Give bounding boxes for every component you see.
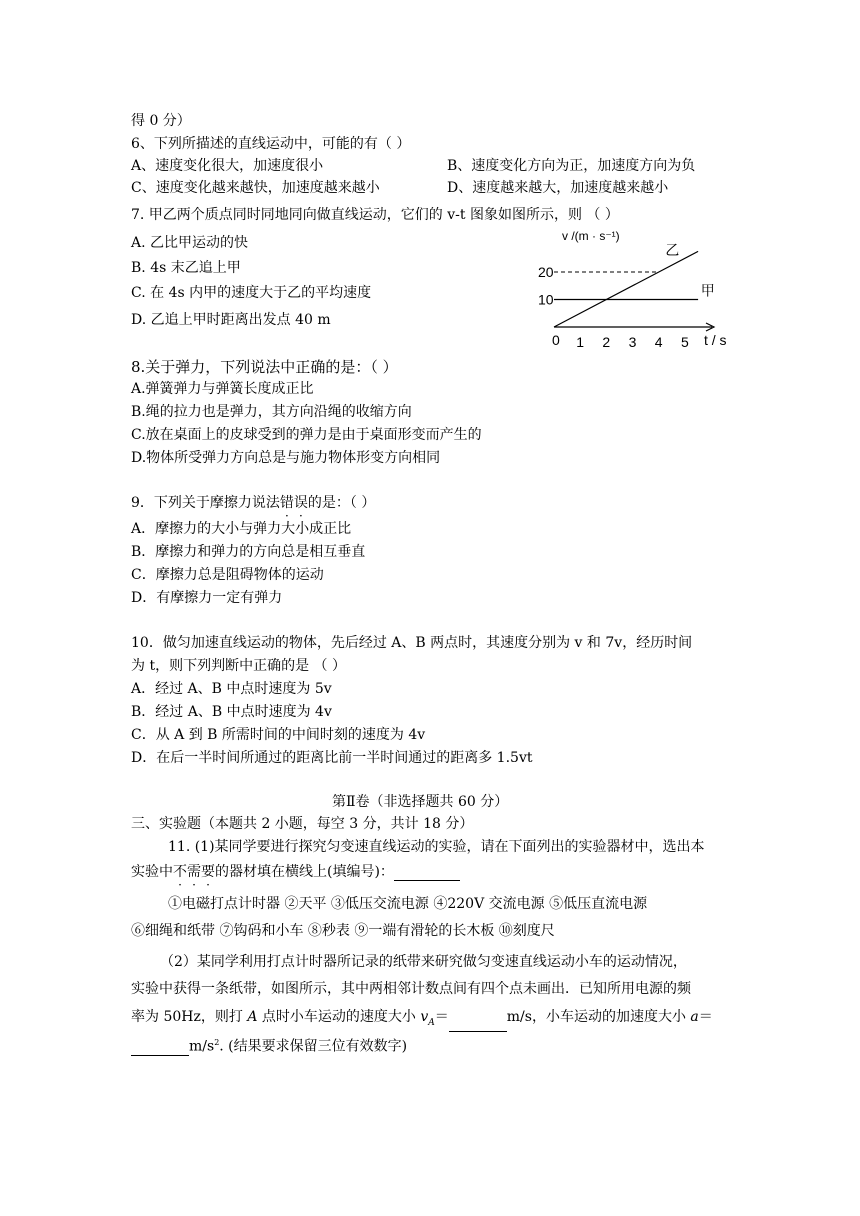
text-segment: 率为 50Hz，则打: [131, 1009, 248, 1025]
text-segment: ＝: [698, 1009, 713, 1025]
origin-label: 0: [552, 332, 560, 348]
emphasis-char: 不: [173, 864, 187, 880]
question-9-option-b: B．摩擦力和弹力的方向总是相互垂直: [131, 544, 366, 560]
question-7-option-d: D. 乙追上甲时距离出发点 40 m: [131, 312, 331, 328]
question-8-stem: 8.关于弹力，下列说法中正确的是：（ ）: [131, 358, 398, 376]
question-7-option-b: B. 4s 末乙追上甲: [131, 260, 241, 276]
question-10-option-b: B．经过 A、B 中点时速度为 4v: [131, 704, 332, 720]
text-segment: 实验中: [131, 864, 173, 880]
emphasis-char: 要: [201, 864, 215, 880]
question-7-option-a: A. 乙比甲运动的快: [131, 235, 249, 251]
question-9-option-c: C．摩擦力总是阻碍物体的运动: [131, 567, 324, 583]
question-11-part2-line3: [131, 1008, 713, 1032]
question-11-part2-line2: 实验中获得一条纸带，如图所示，其中两相邻计数点间有四个点未画出．已知所用电源的频: [131, 981, 691, 997]
series-line: [554, 251, 698, 327]
question-6-option-b: B、速度变化方向为正，加速度方向为负: [447, 158, 696, 174]
question-9-stem: [131, 494, 375, 512]
emphasis-char: 误: [293, 495, 308, 511]
velocity-symbol: v: [420, 1009, 429, 1025]
x-tick-label: 4: [654, 334, 663, 350]
question-8-option-a: A.弹簧弹力与弹簧长度成正比: [131, 381, 314, 397]
unit-superscript: 2: [214, 1038, 220, 1047]
vt-graph: [520, 222, 740, 352]
x-tick-label: 1: [576, 334, 584, 350]
question-6-option-a: A、速度变化很大，加速度很小: [131, 158, 324, 174]
question-10-option-d: D．在后一半时间所通过的距离比前一半时间通过的距离多 1.5vt: [131, 750, 533, 766]
question-11-part2-line1: （2）某同学利用打点计时器所记录的纸带来研究做匀变速直线运动小车的运动情况，: [160, 954, 687, 970]
answer-blank-1[interactable]: [394, 866, 460, 881]
emphasis-char: 需: [187, 864, 201, 880]
question-9-option-a: A．摩擦力的大小与弹力大小成正比: [131, 521, 352, 537]
question-11-part1-line1: 11. (1)某同学要进行探究匀变速直线运动的实验，请在下面列出的实验器材中，选出本: [168, 839, 705, 855]
question-11-part1-line2: [131, 863, 460, 881]
question-10-option-a: A．经过 A、B 中点时速度为 5v: [131, 681, 332, 697]
question-7-option-c: C. 在 4s 内甲的速度大于乙的平均速度: [131, 285, 372, 301]
question-9-stem-pre: 9．下列关于摩擦力说法: [131, 495, 280, 511]
section-3-heading: 三、实验题（本题共 2 小题，每空 3 分，共计 18 分）: [131, 816, 474, 832]
section-2-title: 第Ⅱ卷（非选择题共 60 分）: [332, 794, 509, 810]
question-6-option-c: C、速度变化越来越快，加速度越来越小: [131, 180, 380, 196]
text-segment: 点时小车运动的速度大小: [257, 1009, 421, 1025]
point-label: A: [247, 1009, 258, 1025]
answer-blank-3[interactable]: [131, 1041, 189, 1056]
x-axis-label: t / s: [704, 332, 727, 348]
question-6-stem: 6、下列所描述的直线运动中，可能的有（ ）: [131, 136, 411, 152]
y-axis-label: v /(m · s⁻¹): [562, 229, 620, 243]
question-9-option-d: D．有摩擦力一定有弹力: [131, 590, 283, 606]
y-tick-label: 10: [538, 291, 554, 308]
question-6-option-d: D、速度越来越大，加速度越来越小: [447, 180, 669, 196]
question-10-stem-line2: 为 t，则下列判断中正确的是 （ ）: [131, 658, 346, 674]
x-tick-label: 5: [681, 334, 689, 350]
x-tick-label: 2: [602, 334, 611, 350]
series-label: 乙: [665, 241, 680, 258]
question-9-stem-post: 的是：（ ）: [307, 495, 376, 511]
question-8-option-b: B.绳的拉力也是弹力，其方向沿绳的收缩方向: [131, 404, 412, 420]
question-8-option-d: D.物体所受弹力方向总是与施力物体形变方向相同: [131, 450, 441, 466]
x-tick-label: 3: [628, 334, 637, 350]
acceleration-symbol: a: [690, 1009, 699, 1025]
text-segment: m/s: [189, 1038, 215, 1055]
text-segment: . (结果要求保留三位有效数字): [219, 1038, 408, 1055]
text-segment: 的器材填在横线上(填编号)：: [215, 864, 394, 880]
prev-question-fragment: 得 0 分）: [131, 113, 191, 129]
equipment-list-line2: ⑥细绳和纸带 ⑦钩码和小车 ⑧秒表 ⑨一端有滑轮的长木板 ⑩刻度尺: [131, 923, 555, 939]
y-tick-label: 20: [538, 264, 554, 280]
question-7-stem: 7. 甲乙两个质点同时同地同向做直线运动，它们的 v-t 图象如图所示，则 （ ）: [131, 207, 619, 223]
text-segment: ＝: [434, 1009, 449, 1025]
text-segment: m/s，小车运动的加速度大小: [506, 1009, 691, 1025]
velocity-subscript: A: [428, 1017, 435, 1028]
series-label: 甲: [700, 282, 715, 299]
equipment-list-line1: ①电磁打点计时器 ②天平 ③低压交流电源 ④220V 交流电源 ⑤低压直流电源: [168, 896, 648, 912]
question-10-stem-line1: 10．做匀加速直线运动的物体，先后经过 A、B 两点时，其速度分别为 v 和 7v，经历时间: [131, 635, 693, 651]
question-11-part2-line4: [131, 1034, 407, 1056]
question-10-option-c: C．从 A 到 B 所需时间的中间时刻的速度为 4v: [131, 727, 426, 743]
emphasis-char: 错: [279, 495, 294, 511]
question-8-option-c: C.放在桌面上的皮球受到的弹力是由于桌面形变而产生的: [131, 427, 482, 443]
answer-blank-2[interactable]: [449, 1017, 507, 1032]
